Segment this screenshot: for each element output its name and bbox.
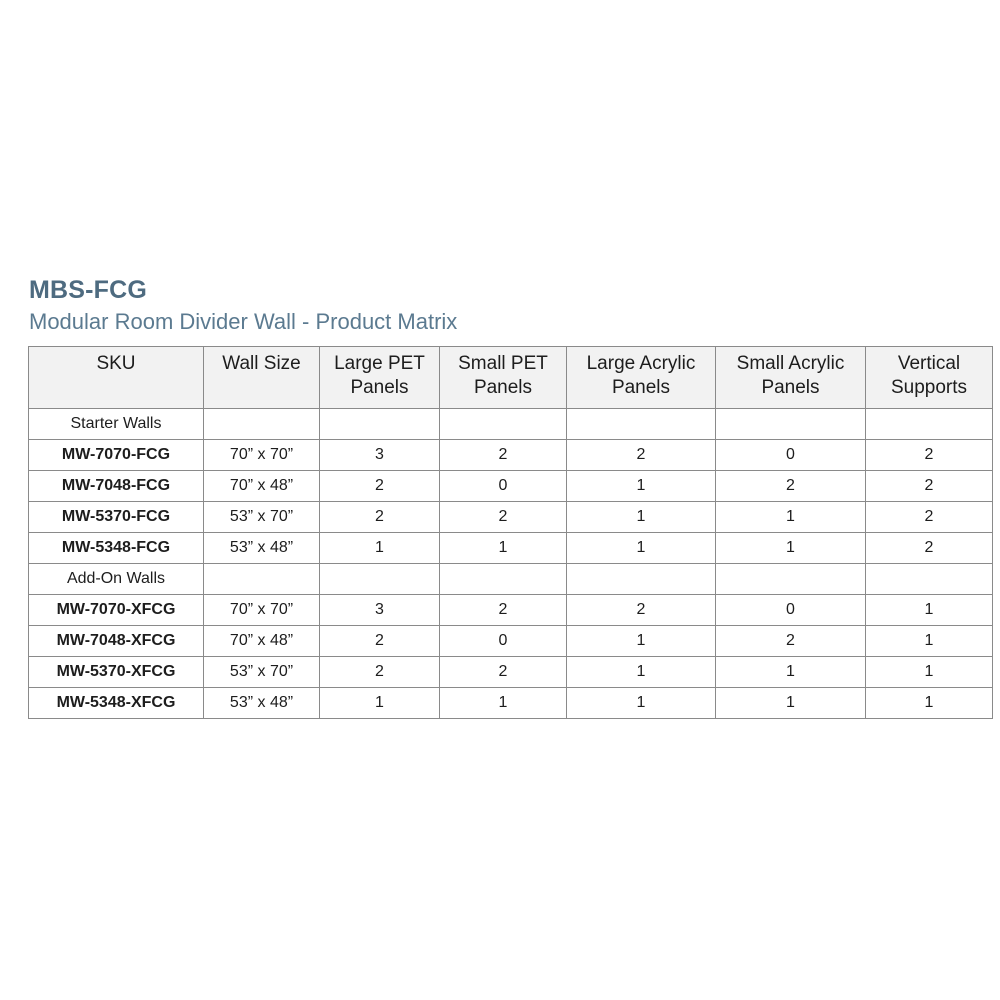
group-label: Add-On Walls	[29, 564, 204, 595]
small-acrylic-cell: 1	[716, 688, 866, 719]
large-acrylic-cell: 1	[567, 533, 716, 564]
large-acrylic-cell: 1	[567, 471, 716, 502]
wall-size-cell: 70” x 48”	[204, 626, 320, 657]
small-pet-cell: 2	[440, 440, 567, 471]
table-row	[29, 657, 993, 688]
column-header-sku: SKU	[29, 347, 204, 409]
table-row	[29, 595, 993, 626]
wall-size-cell: 53” x 70”	[204, 657, 320, 688]
header-row	[29, 347, 993, 409]
sku-cell: MW-5370-FCG	[29, 502, 204, 533]
wall-size-cell: 53” x 48”	[204, 533, 320, 564]
table-row	[29, 533, 993, 564]
sku-cell: MW-5370-XFCG	[29, 657, 204, 688]
column-header-large-pet-panels: Large PET Panels	[320, 347, 440, 409]
column-header-small-pet-panels: Small PET Panels	[440, 347, 567, 409]
vertical-supports-cell: 1	[866, 688, 993, 719]
vertical-supports-cell: 1	[866, 626, 993, 657]
column-header-large-acrylic-panels: Large Acrylic Panels	[567, 347, 716, 409]
large-acrylic-cell: 1	[567, 626, 716, 657]
vertical-supports-cell: 2	[866, 533, 993, 564]
page-subtitle: Modular Room Divider Wall - Product Matrix	[29, 309, 458, 334]
small-pet-cell: 1	[440, 688, 567, 719]
large-acrylic-cell: 2	[567, 440, 716, 471]
small-acrylic-cell: 1	[716, 502, 866, 533]
product-matrix-table	[28, 346, 993, 719]
column-header-vertical-supports: Vertical Supports	[866, 347, 993, 409]
small-pet-cell: 1	[440, 533, 567, 564]
sku-cell: MW-7070-FCG	[29, 440, 204, 471]
large-pet-cell: 2	[320, 502, 440, 533]
wall-size-cell: 70” x 48”	[204, 471, 320, 502]
vertical-supports-cell: 2	[866, 471, 993, 502]
table-row	[29, 440, 993, 471]
large-pet-cell: 2	[320, 471, 440, 502]
large-acrylic-cell: 1	[567, 688, 716, 719]
small-acrylic-cell: 2	[716, 471, 866, 502]
group-label: Starter Walls	[29, 409, 204, 440]
small-pet-cell: 0	[440, 471, 567, 502]
large-pet-cell: 1	[320, 688, 440, 719]
large-pet-cell: 3	[320, 440, 440, 471]
sku-cell: MW-7048-FCG	[29, 471, 204, 502]
table-row	[29, 502, 993, 533]
large-pet-cell: 2	[320, 657, 440, 688]
sku-cell: MW-7048-XFCG	[29, 626, 204, 657]
vertical-supports-cell: 2	[866, 502, 993, 533]
small-pet-cell: 2	[440, 595, 567, 626]
small-acrylic-cell: 1	[716, 533, 866, 564]
table-row	[29, 626, 993, 657]
small-acrylic-cell: 2	[716, 626, 866, 657]
small-acrylic-cell: 0	[716, 440, 866, 471]
sku-cell: MW-5348-XFCG	[29, 688, 204, 719]
vertical-supports-cell: 1	[866, 657, 993, 688]
large-pet-cell: 2	[320, 626, 440, 657]
column-header-small-acrylic-panels: Small Acrylic Panels	[716, 347, 866, 409]
wall-size-cell: 53” x 70”	[204, 502, 320, 533]
small-pet-cell: 2	[440, 657, 567, 688]
wall-size-cell: 70” x 70”	[204, 595, 320, 626]
small-pet-cell: 2	[440, 502, 567, 533]
column-header-wall-size: Wall Size	[204, 347, 320, 409]
large-acrylic-cell: 1	[567, 657, 716, 688]
large-pet-cell: 1	[320, 533, 440, 564]
sku-cell: MW-5348-FCG	[29, 533, 204, 564]
large-acrylic-cell: 1	[567, 502, 716, 533]
group-row-add-on-walls	[29, 564, 993, 595]
small-pet-cell: 0	[440, 626, 567, 657]
group-row-starter-walls	[29, 409, 993, 440]
wall-size-cell: 70” x 70”	[204, 440, 320, 471]
table-row	[29, 471, 993, 502]
large-acrylic-cell: 2	[567, 595, 716, 626]
page-title: MBS-FCG	[29, 276, 148, 304]
large-pet-cell: 3	[320, 595, 440, 626]
wall-size-cell: 53” x 48”	[204, 688, 320, 719]
vertical-supports-cell: 2	[866, 440, 993, 471]
sku-cell: MW-7070-XFCG	[29, 595, 204, 626]
vertical-supports-cell: 1	[866, 595, 993, 626]
small-acrylic-cell: 1	[716, 657, 866, 688]
small-acrylic-cell: 0	[716, 595, 866, 626]
table-row	[29, 688, 993, 719]
